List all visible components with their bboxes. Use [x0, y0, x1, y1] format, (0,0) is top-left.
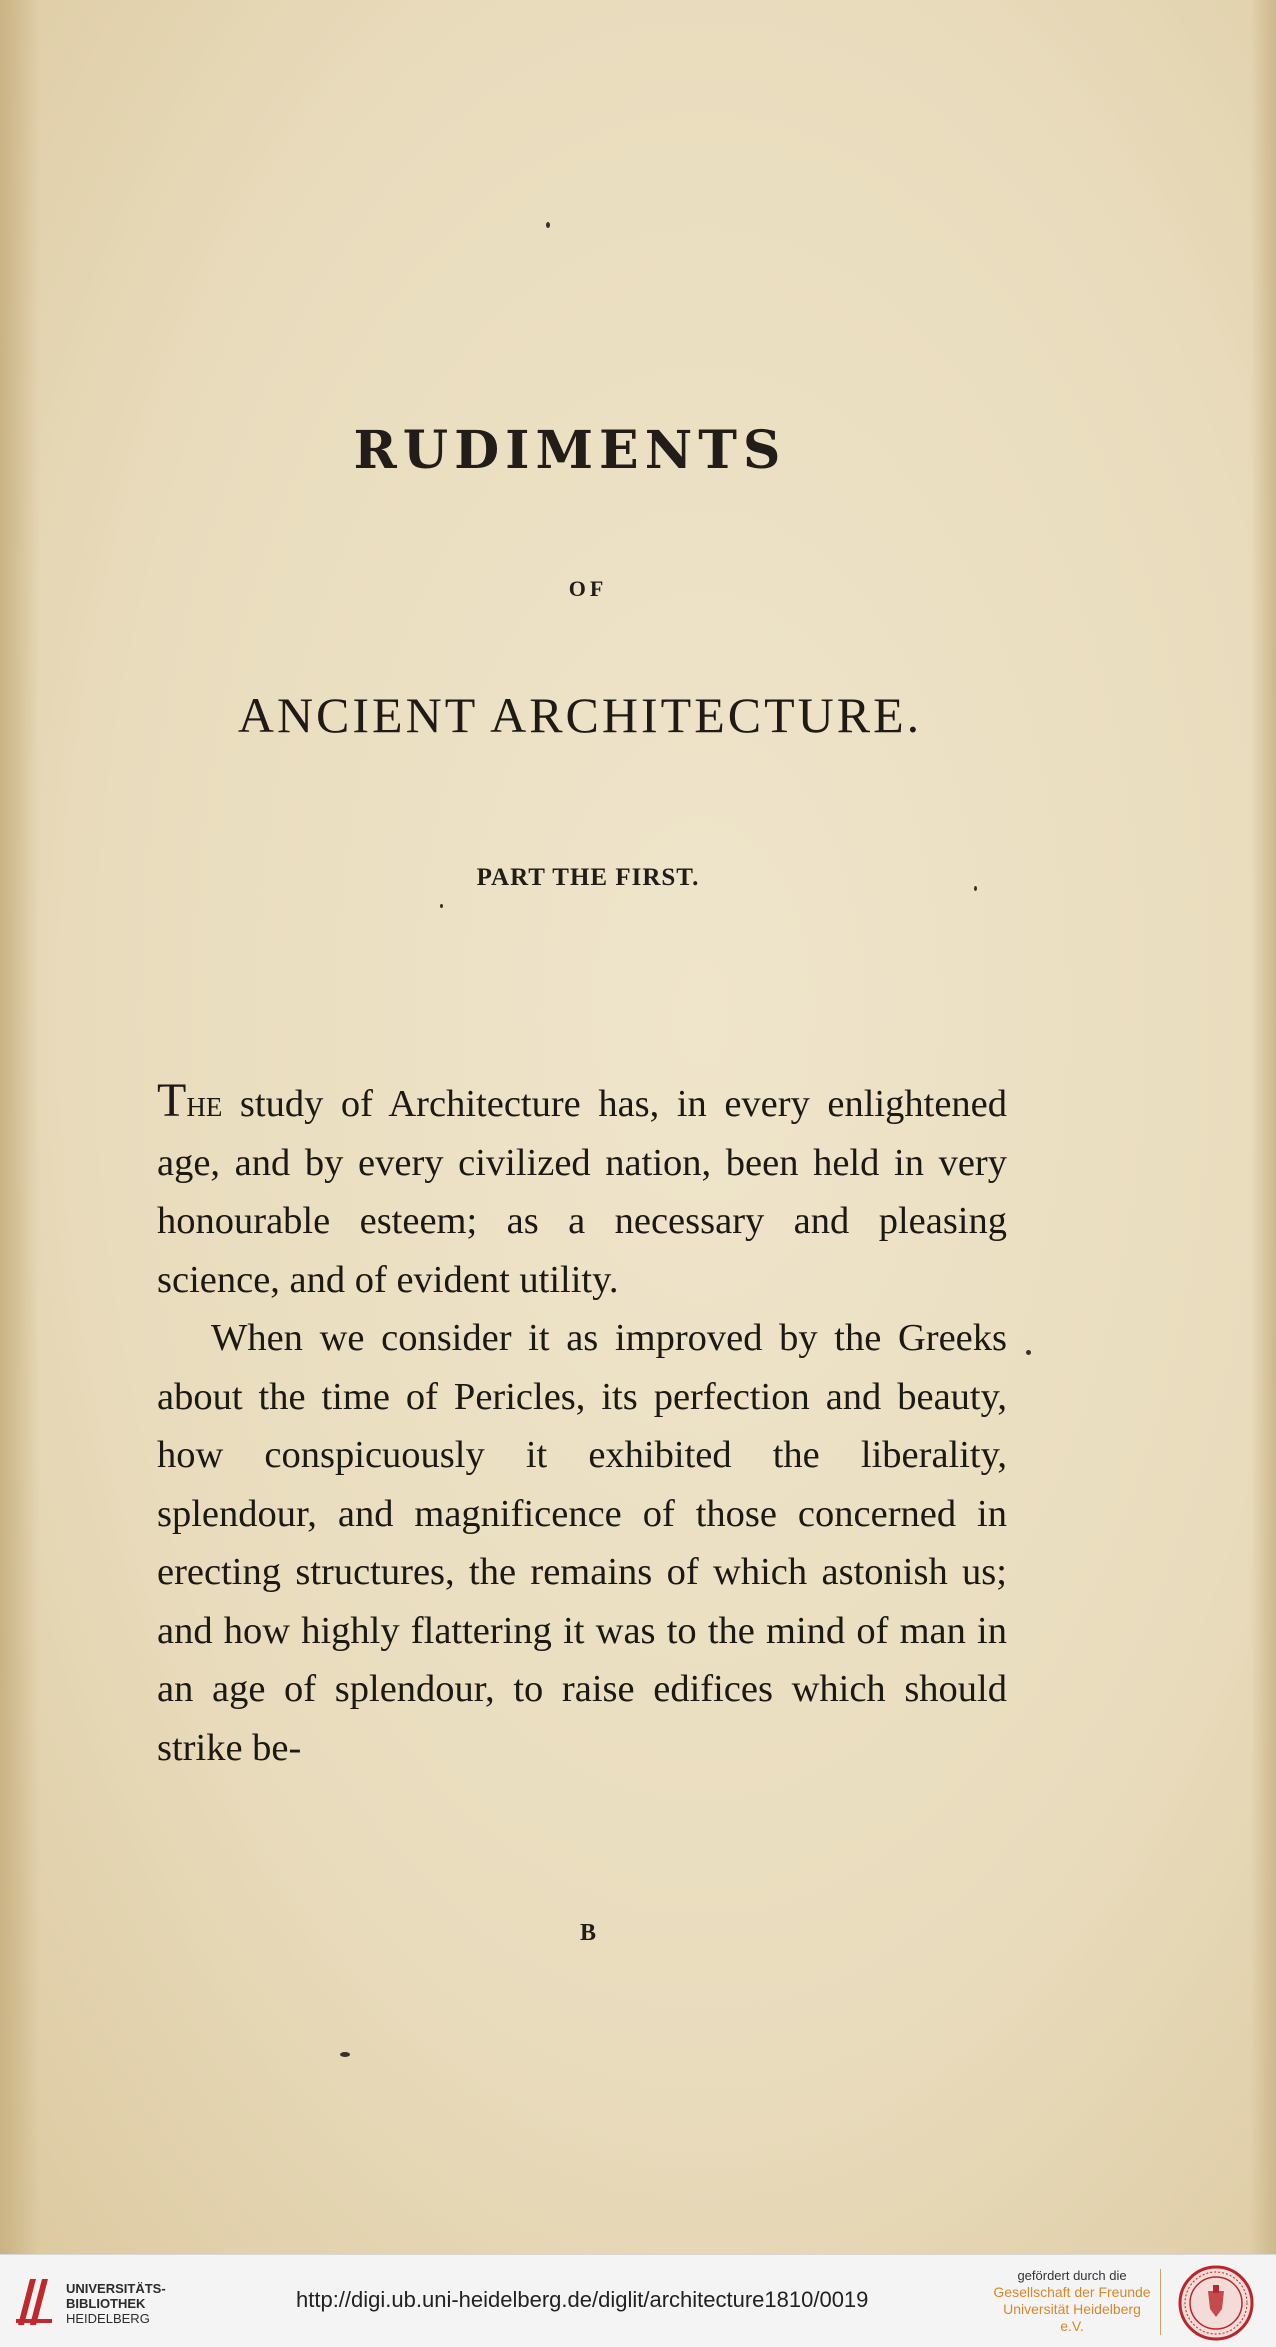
library-line-1: UNIVERSITÄTS- [66, 2281, 166, 2296]
library-line-2: BIBLIOTHEK [66, 2296, 146, 2311]
ub-heidelberg-logo-icon[interactable] [14, 2275, 54, 2331]
paper-speck [1026, 1350, 1031, 1355]
title-of: OF [568, 576, 608, 601]
paragraph-1-text: study of Architecture has, in every enlightened age, and by every civilized nation, been held in very honourable esteem; as a necessary and pleasing science, and of evident utility. [157, 1083, 1007, 1301]
paper-speck [440, 904, 443, 908]
signature-mark: B [579, 1920, 596, 1946]
part-heading: PART THE FIRST. [476, 864, 700, 891]
university-seal-icon[interactable] [1178, 2265, 1254, 2341]
small-caps-word: he [186, 1083, 223, 1125]
digitization-footer [0, 2254, 1276, 2347]
page-edge [1250, 0, 1276, 2254]
title-rudiments: RUDIMENTS [353, 420, 787, 481]
gutter-shadow [0, 0, 40, 2254]
library-line-3: HEIDELBERG [66, 2311, 150, 2326]
paper-speck [546, 222, 550, 228]
permalink-url[interactable]: http://digi.ub.uni-heidelberg.de/diglit/architecture1810/0019 [296, 2287, 869, 2312]
sponsor-org-line-1: Gesellschaft der Freunde [993, 2284, 1151, 2300]
paper-speck [340, 2052, 350, 2057]
drop-cap: T [157, 1074, 187, 1127]
footer-divider [1160, 2269, 1161, 2335]
sponsor-org-line-2: Universität Heidelberg e.V. [1003, 2301, 1141, 2334]
library-name[interactable] [66, 2281, 166, 2326]
sponsor-block[interactable] [992, 2267, 1152, 2335]
title-ancient-architecture: ANCIENT ARCHITECTURE. [237, 687, 923, 743]
paragraph-2: When we consider it as improved by the Greeks about the time of Pericles, its perfection and beauty, how conspicuously it exhibited the liberality, splendour, and magnificence of those concerned in erecting structures, the remains of which astonish us; and how highly flattering it was to the mind of man in an age of splendour, to raise edifices which should strike be- [157, 1317, 1007, 1769]
body-text [157, 1072, 1007, 1777]
sponsor-label: gefördert durch die [1017, 2268, 1127, 2283]
paper-speck [974, 886, 977, 891]
paragraph-1 [157, 1072, 1007, 1309]
